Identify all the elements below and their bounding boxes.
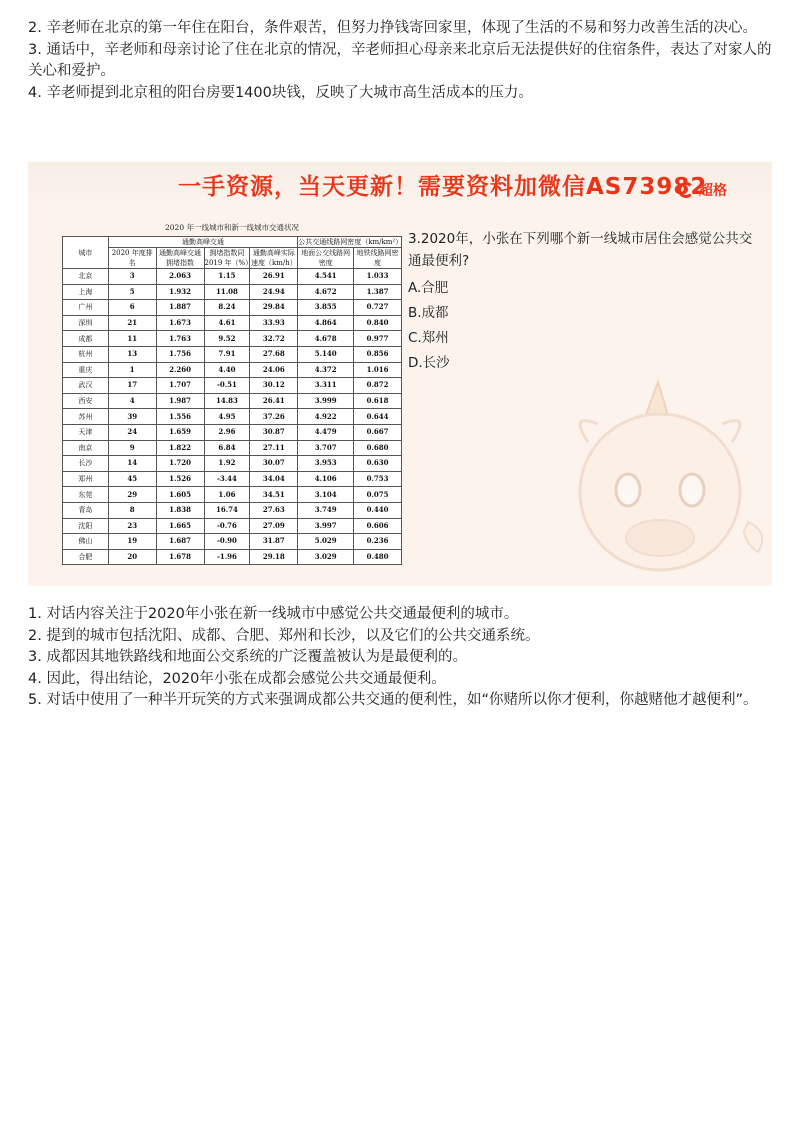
table-cell: 17 [108,378,156,394]
table-cell: 1.932 [156,284,204,300]
list-item: 4. 辛老师提到北京租的阳台房要1400块钱，反映了大城市高生活成本的压力。 [28,84,533,101]
table-cell: 14 [108,456,156,472]
table-cell-city: 合肥 [63,549,109,565]
table-row [63,424,402,440]
table-cell: -3.44 [204,471,250,487]
option-d: D.长沙 [408,355,450,371]
list-item: 3. 通话中，辛老师和母亲讨论了住在北京的情况，辛老师担心母亲来北京后无法提供好的住宿条件，表达了对家人的关心和爱护。 [28,41,772,79]
table-cell: 30.12 [250,378,298,394]
table-cell: 1 [108,362,156,378]
table-cell: 1.673 [156,315,204,331]
table-row [63,346,402,362]
table-cell: 21 [108,315,156,331]
table-cell: 29.18 [250,549,298,565]
header-density-group: 公共交通线路网密度（km/km²） [298,238,403,246]
table-cell: 0.480 [354,549,402,565]
table-cell: 0.753 [354,471,402,487]
table-cell: 26.41 [250,393,298,409]
table-cell: 23 [108,518,156,534]
header-city: 城市 [63,237,109,269]
table-cell: 34.04 [250,471,298,487]
header-metro-density: 地铁线路网密度 [354,248,402,269]
table-cell: 1.707 [156,378,204,394]
table-cell: 4.372 [298,362,354,378]
table-cell: 5.029 [298,534,354,550]
table-cell: 9 [108,440,156,456]
list-item: 1. 对话内容关注于2020年小张在新一线城市中感觉公共交通最便利的城市。 [28,606,519,622]
header-commute-group: 通勤高峰交通 [108,237,297,248]
table-cell: 9.52 [204,331,250,347]
table-cell: 1.687 [156,534,204,550]
table-cell: 1.887 [156,300,204,316]
traffic-table [62,236,402,565]
table-cell: 4.479 [298,424,354,440]
table-cell: 34.51 [250,487,298,503]
table-cell: 2.063 [156,269,204,285]
table-cell: 4 [108,393,156,409]
table-cell: 39 [108,409,156,425]
table-cell: 13 [108,346,156,362]
table-cell: 32.72 [250,331,298,347]
option-b: B.成都 [408,305,449,321]
table-cell: 3.311 [298,378,354,394]
table-row [63,487,402,503]
table-cell: 27.11 [250,440,298,456]
brand-name: 超格 [699,183,727,199]
table-cell: 3.707 [298,440,354,456]
table-cell: 5 [108,284,156,300]
table-cell: 30.87 [250,424,298,440]
table-cell: 11 [108,331,156,347]
table-row [63,471,402,487]
table-cell-city: 青岛 [63,502,109,518]
table-cell: 4.922 [298,409,354,425]
table-cell: 0.630 [354,456,402,472]
table-cell: 30.07 [250,456,298,472]
top-list [28,18,772,104]
table-cell-city: 南京 [63,440,109,456]
table-cell: 3 [108,269,156,285]
table-cell: -1.96 [204,549,250,565]
table-row [63,315,402,331]
table-cell: 0.840 [354,315,402,331]
table-row [63,284,402,300]
table-row [63,300,402,316]
table-cell: 7.91 [204,346,250,362]
table-cell: 0.872 [354,378,402,394]
table-cell: 0.606 [354,518,402,534]
table-cell: 1.822 [156,440,204,456]
header-change: 拥堵指数同 2019 年（%） [204,249,253,267]
table-cell-city: 上海 [63,284,109,300]
table-cell: 1.526 [156,471,204,487]
table-cell: 3.749 [298,502,354,518]
question-block [408,228,758,376]
table-cell: 0.977 [354,331,402,347]
table-cell: 0.440 [354,502,402,518]
banner-text: 一手资源，当天更新！需要资料加微信AS73982 [178,174,708,200]
option-a: A.合肥 [408,280,449,296]
table-cell: 3.997 [298,518,354,534]
table-cell-city: 深圳 [63,315,109,331]
header-rank: 2020 年度排名 [108,248,156,269]
table-cell: 1.06 [204,487,250,503]
table-row [63,409,402,425]
table-cell: 14.83 [204,393,250,409]
table-row [63,378,402,394]
traffic-table-figure [62,222,402,565]
list-item: 4. 因此，得出结论，2020年小张在成都会感觉公共交通最便利。 [28,670,446,687]
table-cell-city: 长沙 [63,456,109,472]
list-item: 2. 辛老师在北京的第一年住在阳台，条件艰苦，但努力挣钱寄回家里，体现了生活的不易和努力改善生活的决心。 [28,20,757,36]
bottom-list [28,604,772,712]
table-cell: 1.720 [156,456,204,472]
table-cell: 4.672 [298,284,354,300]
header-bus-density: 地面公交线路网密度 [298,248,354,269]
list-item: 2. 提到的城市包括沈阳、成都、合肥、郑州和长沙，以及它们的公共交通系统。 [28,627,540,644]
table-cell: 4.541 [298,269,354,285]
table-cell: 1.665 [156,518,204,534]
table-cell: 1.678 [156,549,204,565]
table-row [63,518,402,534]
table-cell: 1.756 [156,346,204,362]
table-cell: 4.95 [204,409,250,425]
answer-options [408,276,758,376]
table-cell-city: 重庆 [63,362,109,378]
brand-logo [678,180,727,200]
table-cell: 27.63 [250,502,298,518]
unicorn-mascot-watermark [548,372,772,586]
table-cell: 1.605 [156,487,204,503]
table-cell: 4.106 [298,471,354,487]
table-cell: 27.68 [250,346,298,362]
table-cell: -0.90 [204,534,250,550]
table-cell-city: 西安 [63,393,109,409]
table-row [63,440,402,456]
table-cell: 0.727 [354,300,402,316]
table-row [63,269,402,285]
table-cell-city: 天津 [63,424,109,440]
table-cell-city: 北京 [63,269,109,285]
table-body [63,269,402,565]
table-cell: 1.987 [156,393,204,409]
table-cell: 0.667 [354,424,402,440]
option-c: C.郑州 [408,330,449,346]
table-cell: 4.678 [298,331,354,347]
table-cell: 33.93 [250,315,298,331]
table-cell: 16.74 [204,502,250,518]
table-cell: 3.855 [298,300,354,316]
table-cell: 6.84 [204,440,250,456]
brand-icon [678,182,694,198]
table-cell: 8.24 [204,300,250,316]
table-cell: 3.029 [298,549,354,565]
table-cell-city: 成都 [63,331,109,347]
table-cell: 1.033 [354,269,402,285]
table-cell: 45 [108,471,156,487]
table-cell: 1.15 [204,269,250,285]
table-cell: 29.84 [250,300,298,316]
table-cell: 1.838 [156,502,204,518]
table-cell: 1.016 [354,362,402,378]
table-cell: 31.87 [250,534,298,550]
table-cell: 3.953 [298,456,354,472]
table-cell: 4.40 [204,362,250,378]
table-cell: 5.140 [298,346,354,362]
table-cell-city: 沈阳 [63,518,109,534]
table-cell: 27.09 [250,518,298,534]
table-cell: 2.260 [156,362,204,378]
question-text: 3.2020年，小张在下列哪个新一线城市居住会感觉公共交通最便利? [408,231,753,269]
table-cell: 0.644 [354,409,402,425]
table-cell: 4.864 [298,315,354,331]
table-cell-city: 佛山 [63,534,109,550]
table-cell: 24 [108,424,156,440]
table-row [63,331,402,347]
table-cell: 1.556 [156,409,204,425]
table-cell: 3.104 [298,487,354,503]
table-cell: 20 [108,549,156,565]
table-title: 2020 年一线城市和新一线城市交通状况 [165,223,299,232]
table-cell: 4.61 [204,315,250,331]
table-row [63,534,402,550]
list-item: 3. 成都因其地铁路线和地面公交系统的广泛覆盖被认为是最便利的。 [28,649,467,665]
table-cell: 2.96 [204,424,250,440]
table-cell: 19 [108,534,156,550]
header-speed: 通勤高峰实际速度（km/h） [250,249,297,267]
table-row [63,502,402,518]
table-cell: 3.999 [298,393,354,409]
table-cell: -0.76 [204,518,250,534]
table-cell: 1.659 [156,424,204,440]
table-cell-city: 东莞 [63,487,109,503]
table-cell: 0.680 [354,440,402,456]
table-cell: 24.94 [250,284,298,300]
embedded-question-image [28,162,772,586]
table-cell-city: 郑州 [63,471,109,487]
table-cell-city: 广州 [63,300,109,316]
table-cell: 0.618 [354,393,402,409]
table-cell: 24.06 [250,362,298,378]
table-cell: 0.236 [354,534,402,550]
table-row [63,549,402,565]
table-row [63,393,402,409]
table-cell: 6 [108,300,156,316]
table-cell: 1.763 [156,331,204,347]
table-cell: 0.856 [354,346,402,362]
table-cell: 1.387 [354,284,402,300]
table-cell: 37.26 [250,409,298,425]
table-cell-city: 苏州 [63,409,109,425]
table-cell: 11.08 [204,284,250,300]
header-index: 通勤高峰交通拥堵指数 [156,248,204,269]
table-cell-city: 武汉 [63,378,109,394]
table-cell: 1.92 [204,456,250,472]
table-cell: -0.51 [204,378,250,394]
list-item: 5. 对话中使用了一种半开玩笑的方式来强调成都公共交通的便利性，如“你赌所以你才便利，你越赌他才越便利”。 [28,692,758,708]
table-row [63,456,402,472]
table-cell: 8 [108,502,156,518]
table-cell: 0.075 [354,487,402,503]
table-cell: 26.91 [250,269,298,285]
table-cell: 29 [108,487,156,503]
table-row [63,362,402,378]
table-cell-city: 杭州 [63,346,109,362]
ad-banner [28,162,772,208]
